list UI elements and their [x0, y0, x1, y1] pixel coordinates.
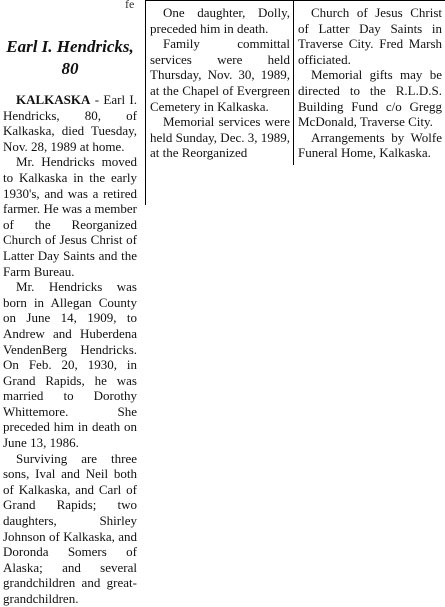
obituary-column-3: [298, 5, 442, 161]
column-divider-1: [145, 0, 146, 205]
paragraph: Mr. Hendricks moved to Kalkaska in the early 1930's, and was a retired farmer. He was a member of the Reorganized Church of Jesus Christ of Latter Day Saints and the Farm Bureau.: [3, 154, 137, 279]
paragraph: Arrangements by Wolfe Funeral Home, Kalkaska.: [298, 129, 442, 161]
dateline: KALKASKA: [16, 92, 91, 107]
paragraph: Church of Jesus Christ of Latter Day Saints in Traverse City. Fred Marsh officiated.: [298, 5, 442, 67]
paragraph: Surviving are three sons, Ival and Neil both of Kalkaska, and Carl of Grand Rapids; two daughters, Shirley Johnson of Kalkaska, and Doronda Somers of Alaska; and several grandchildren and great-grandchildren.: [3, 450, 137, 606]
headline-name: Earl I. Hendricks,: [6, 37, 134, 56]
clipped-text-fragment: fe: [125, 0, 135, 11]
top-rule: [145, 0, 445, 1]
obituary-column-2: [150, 5, 290, 161]
obituary-headline: [3, 36, 137, 80]
paragraph: Family committal services were held Thursday, Nov. 30, 1989, at the Chapel of Evergreen Cemetery in Kalkaska.: [150, 36, 290, 114]
column-divider-2: [293, 0, 294, 165]
obituary-column-1: [3, 36, 137, 607]
paragraph: KALKASKA - Earl I. Hendricks, 80, of Kalkaska, died Tuesday, Nov. 28, 1989 at home.: [3, 92, 137, 154]
paragraph: Mr. Hendricks was born in Allegan County on June 14, 1909, to Andrew and Huberdena VendenBerg Hendricks. On Feb. 20, 1930, in Grand Rapids, he was married to Dorothy Whittemore. She preceded him in death on June 13, 1986.: [3, 279, 137, 451]
paragraph: Memorial gifts may be directed to the R.L.D.S. Building Fund c/o Gregg McDonald, Traverse City.: [298, 67, 442, 130]
paragraph: Memorial services were held Sunday, Dec. 3, 1989, at the Reorganized: [150, 114, 290, 161]
headline-age: 80: [61, 59, 79, 78]
paragraph: One daughter, Dolly, preceded him in death.: [150, 5, 290, 36]
